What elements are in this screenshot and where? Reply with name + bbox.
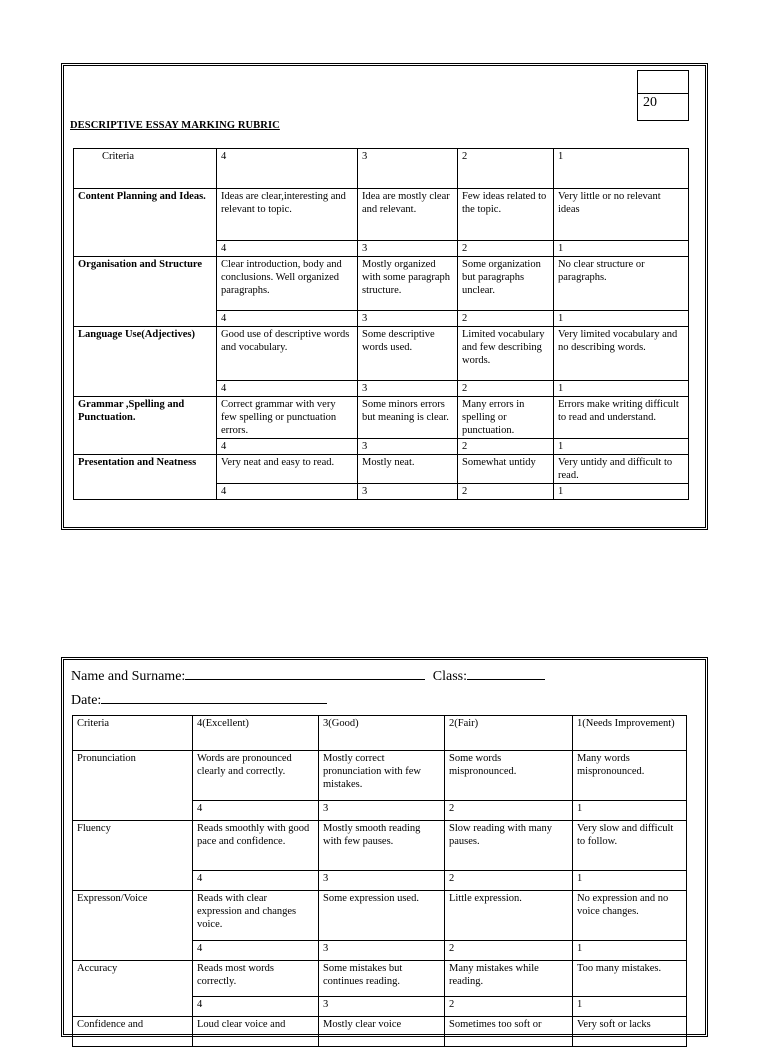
score-cell: 3 (358, 484, 458, 500)
date-line (71, 690, 327, 709)
descriptor-cell: Mostly correct pronunciation with few mistakes. (319, 751, 445, 801)
score-cell: 2 (458, 484, 554, 500)
criterion-cell: Confidence and (73, 1017, 193, 1047)
score-cell: 1 (554, 241, 689, 257)
score-cell: 4 (217, 311, 358, 327)
table-row (74, 455, 689, 484)
descriptor-cell: Little expression. (445, 891, 573, 941)
descriptor-cell: Many errors in spelling or punctuation. (458, 397, 554, 439)
score-cell: 1 (573, 997, 687, 1017)
table-header-row (73, 716, 687, 751)
criterion-cell: Language Use(Adjectives) (74, 327, 217, 397)
descriptor-cell: Clear introduction, body and conclusions. Well organized paragraphs. (217, 257, 358, 311)
descriptor-cell: Limited vocabulary and few describing words. (458, 327, 554, 381)
descriptor-cell: Many mistakes while reading. (445, 961, 573, 997)
score-cell: 2 (445, 801, 573, 821)
score-cell: 4 (217, 381, 358, 397)
score-cell: 3 (319, 997, 445, 1017)
score-cell: 3 (358, 241, 458, 257)
score-cell: 4 (193, 997, 319, 1017)
header-cell: 1 (554, 149, 689, 189)
score-cell: 1 (554, 484, 689, 500)
descriptor-cell: Sometimes too soft or (445, 1017, 573, 1047)
score-cell: 2 (458, 241, 554, 257)
header-cell: 2 (458, 149, 554, 189)
descriptor-cell: Some mistakes but continues reading. (319, 961, 445, 997)
descriptor-cell: Idea are mostly clear and relevant. (358, 189, 458, 241)
score-cell: 2 (458, 439, 554, 455)
table-row (73, 891, 687, 941)
descriptor-cell: Mostly organized with some paragraph structure. (358, 257, 458, 311)
criterion-cell: Accuracy (73, 961, 193, 1017)
descriptor-cell: Errors make writing difficult to read and understand. (554, 397, 689, 439)
criterion-cell: Fluency (73, 821, 193, 891)
table-row (73, 961, 687, 997)
essay-rubric-title: DESCRIPTIVE ESSAY MARKING RUBRIC (70, 120, 280, 131)
criterion-cell: Pronunciation (73, 751, 193, 821)
score-cell: 4 (193, 871, 319, 891)
descriptor-cell: Slow reading with many pauses. (445, 821, 573, 871)
score-cell: 4 (193, 941, 319, 961)
score-cell: 3 (358, 311, 458, 327)
class-blank (467, 666, 545, 680)
score-cell: 3 (319, 801, 445, 821)
descriptor-cell: Some expression used. (319, 891, 445, 941)
score-cell: 1 (554, 311, 689, 327)
descriptor-cell: Some descriptive words used. (358, 327, 458, 381)
score-cell: 1 (554, 439, 689, 455)
descriptor-cell: Very little or no relevant ideas (554, 189, 689, 241)
criterion-cell: Expresson/Voice (73, 891, 193, 961)
descriptor-cell: Some minors errors but meaning is clear. (358, 397, 458, 439)
descriptor-cell: Good use of descriptive words and vocabulary. (217, 327, 358, 381)
table-row (73, 1017, 687, 1047)
score-cell: 4 (193, 801, 319, 821)
score-cell: 1 (573, 801, 687, 821)
score-cell: 3 (319, 871, 445, 891)
class-label: Class: (432, 669, 468, 684)
table-header-row (74, 149, 689, 189)
table-row (74, 257, 689, 311)
table-row (74, 397, 689, 439)
score-cell: 2 (445, 941, 573, 961)
descriptor-cell: Many words mispronounced. (573, 751, 687, 801)
descriptor-cell: Very untidy and difficult to read. (554, 455, 689, 484)
name-blank (185, 666, 425, 680)
header-cell: 1(Needs Improvement) (573, 716, 687, 751)
score-cell: 4 (217, 484, 358, 500)
descriptor-cell: Few ideas related to the topic. (458, 189, 554, 241)
total-score-box (637, 70, 689, 121)
descriptor-cell: No expression and no voice changes. (573, 891, 687, 941)
header-cell: Criteria (74, 149, 217, 189)
criterion-cell: Content Planning and Ideas. (74, 189, 217, 257)
table-row (74, 327, 689, 381)
score-cell: 2 (445, 997, 573, 1017)
descriptor-cell: Very neat and easy to read. (217, 455, 358, 484)
table-row (73, 751, 687, 801)
descriptor-cell: Too many mistakes. (573, 961, 687, 997)
descriptor-cell: Loud clear voice and (193, 1017, 319, 1047)
name-line (71, 666, 545, 685)
descriptor-cell: Mostly neat. (358, 455, 458, 484)
reading-rubric-table (72, 715, 687, 1047)
score-cell: 3 (319, 941, 445, 961)
score-cell: 2 (445, 871, 573, 891)
score-cell: 2 (458, 381, 554, 397)
descriptor-cell: Reads most words correctly. (193, 961, 319, 997)
descriptor-cell: Very limited vocabulary and no describing words. (554, 327, 689, 381)
header-cell: 2(Fair) (445, 716, 573, 751)
score-cell: 4 (217, 439, 358, 455)
criterion-cell: Grammar ,Spelling and Punctuation. (74, 397, 217, 455)
score-cell: 3 (358, 439, 458, 455)
descriptor-cell: Reads with clear expression and changes voice. (193, 891, 319, 941)
score-cell: 2 (458, 311, 554, 327)
descriptor-cell: Correct grammar with very few spelling or punctuation errors. (217, 397, 358, 439)
date-blank (101, 690, 327, 704)
criterion-cell: Presentation and Neatness (74, 455, 217, 500)
descriptor-cell: Mostly smooth reading with few pauses. (319, 821, 445, 871)
table-row (74, 189, 689, 241)
score-cell: 3 (358, 381, 458, 397)
score-cell: 4 (217, 241, 358, 257)
descriptor-cell: Some organization but paragraphs unclear. (458, 257, 554, 311)
descriptor-cell: Reads smoothly with good pace and confidence. (193, 821, 319, 871)
descriptor-cell: Some words mispronounced. (445, 751, 573, 801)
score-cell: 1 (573, 941, 687, 961)
essay-rubric-table (73, 148, 689, 500)
descriptor-cell: Very soft or lacks (573, 1017, 687, 1047)
header-cell: 4 (217, 149, 358, 189)
name-label: Name and Surname: (71, 669, 186, 684)
criterion-cell: Organisation and Structure (74, 257, 217, 327)
descriptor-cell: Words are pronounced clearly and correctly. (193, 751, 319, 801)
header-cell: 3(Good) (319, 716, 445, 751)
descriptor-cell: Ideas are clear,interesting and relevant to topic. (217, 189, 358, 241)
score-cell: 1 (554, 381, 689, 397)
header-cell: 4(Excellent) (193, 716, 319, 751)
header-cell: Criteria (73, 716, 193, 751)
date-label: Date: (71, 693, 102, 708)
table-row (73, 821, 687, 871)
descriptor-cell: Very slow and difficult to follow. (573, 821, 687, 871)
descriptor-cell: No clear structure or paragraphs. (554, 257, 689, 311)
total-score: 20 (643, 95, 657, 110)
descriptor-cell: Somewhat untidy (458, 455, 554, 484)
header-cell: 3 (358, 149, 458, 189)
score-cell: 1 (573, 871, 687, 891)
descriptor-cell: Mostly clear voice (319, 1017, 445, 1047)
